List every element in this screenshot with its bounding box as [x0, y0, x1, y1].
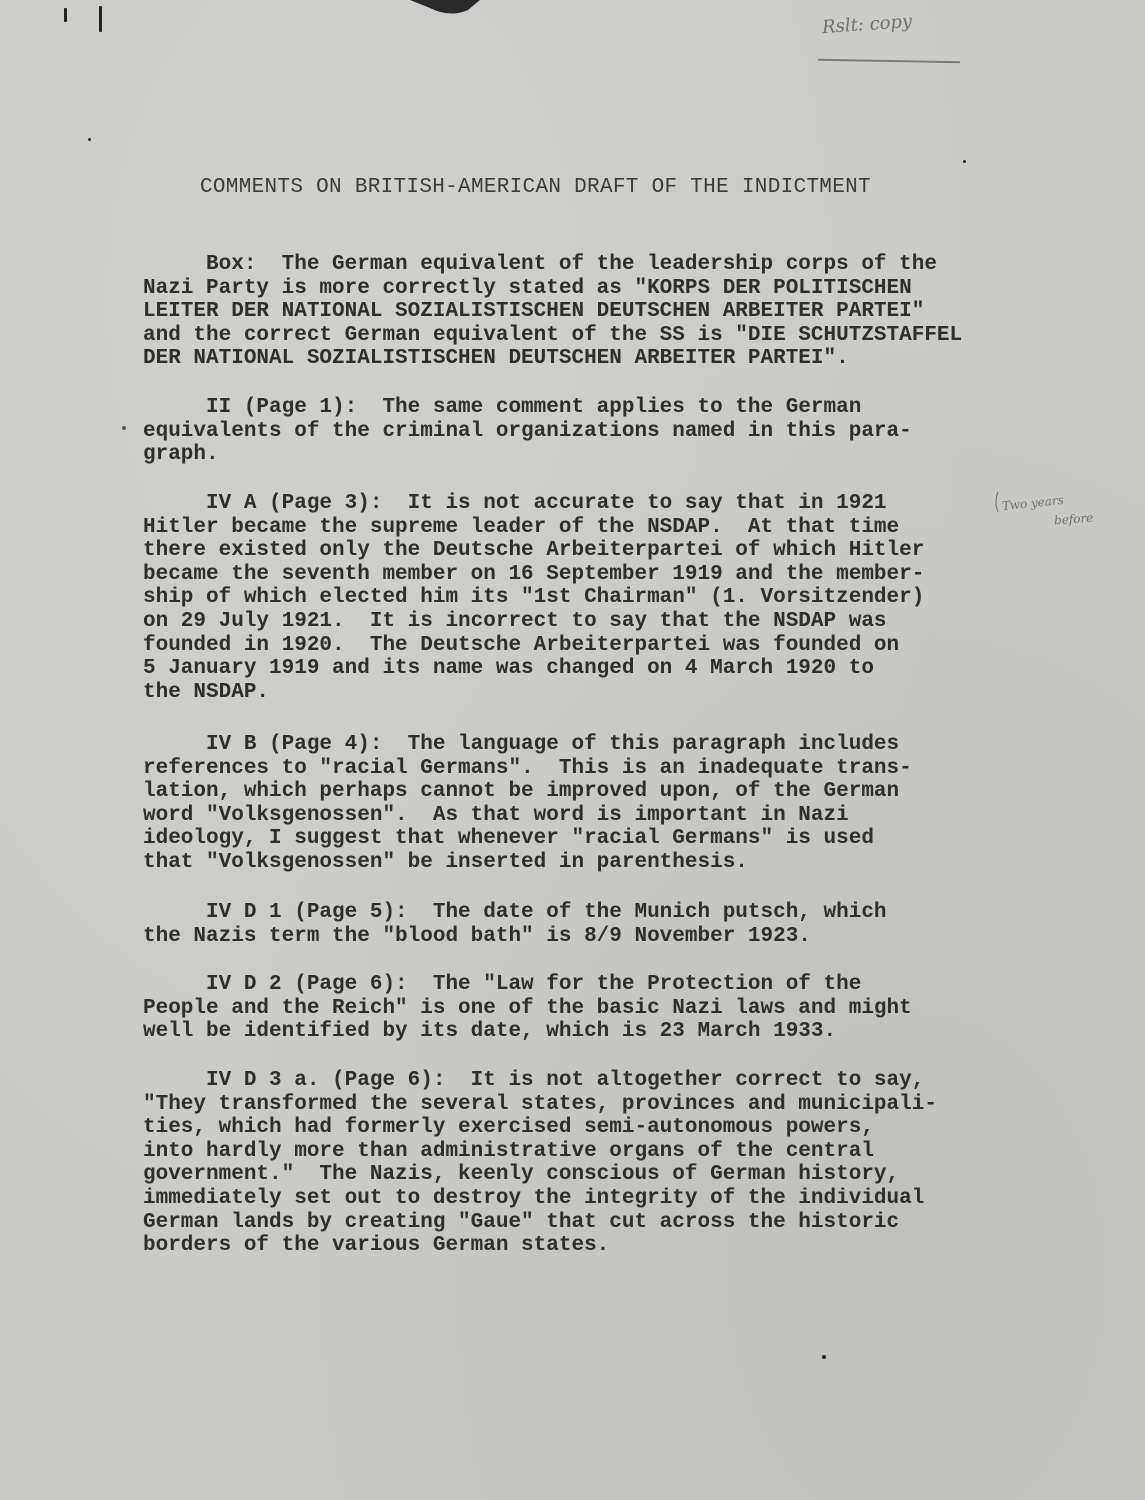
scan-speck [963, 160, 966, 163]
document-title: COMMENTS ON BRITISH-AMERICAN DRAFT OF THE INDICTMENT [200, 176, 871, 199]
paragraph-iv-a: IV A (Page 3): It is not accurate to say that in 1921 Hitler became the supreme leader of the NSDAP. At that time there existed only the Deutsche Arbeiterpartei of which Hitler became the seventh member on 16 September 1919 and the member- ship of which elected him its "1st Chairman" (1. Vorsitzender) on 29 July 1921. It is incorrect to say that the NSDAP was founded in 1920. The Deutsche Arbeiterpartei was founded on 5 January 1919 and its name was changed on 4 March 1920 to the NSDAP. [143, 492, 925, 704]
scan-speck [88, 138, 91, 141]
paragraph-ii: II (Page 1): The same comment applies to the German equivalents of the criminal organizations named in this para- graph. [143, 396, 912, 467]
scan-mark [64, 8, 67, 22]
paragraph-iv-d2: IV D 2 (Page 6): The "Law for the Protection of the People and the Reich" is one of the basic Nazi laws and might well be identified by its date, which is 23 March 1933. [143, 973, 912, 1044]
margin-annotation-line2: before [1053, 510, 1094, 528]
paragraph-iv-d3a: IV D 3 a. (Page 6): It is not altogether correct to say, "They transformed the several states, provinces and municipali- ties, which had formerly exercised semi-autonomous powers, into hardly more than administrative organs of the central government." The Nazis, keenly conscious of German history, immediately set out to destroy the integrity of the individual German lands by creating "Gaue" that cut across the historic borders of the various German states. [143, 1069, 937, 1258]
scan-speck [122, 426, 126, 430]
handwritten-annotation: Rslt: copy [821, 10, 913, 39]
scan-edge-mark [410, 0, 480, 20]
scan-speck [822, 1355, 826, 1359]
annotation-underline [818, 59, 960, 63]
scan-mark [99, 6, 102, 32]
paragraph-iv-d1: IV D 1 (Page 5): The date of the Munich putsch, which the Nazis term the "blood bath" is 8/9 November 1923. [143, 901, 887, 948]
paragraph-iv-b: IV B (Page 4): The language of this paragraph includes references to "racial Germans". This is an inadequate trans- lation, which perhaps cannot be improved upon, of the German word "Volksgenossen". As that word is important in Nazi ideology, I suggest that whenever "racial Germans" is used that "Volksgenossen" be inserted in parenthesis. [143, 733, 912, 874]
paragraph-box: Box: The German equivalent of the leadership corps of the Nazi Party is more correctly stated as "KORPS DER POLITISCHEN LEITER DER NATIONAL SOZIALISTISCHEN DEUTSCHEN ARBEITER PARTEI" and the correct German equivalent of the SS is "DIE SCHUTZSTAFFEL DER NATIONAL SOZIALISTISCHEN DEUTSCHEN ARBEITER PARTEI". [143, 253, 963, 371]
margin-annotation-line1: Two years [1001, 492, 1065, 514]
